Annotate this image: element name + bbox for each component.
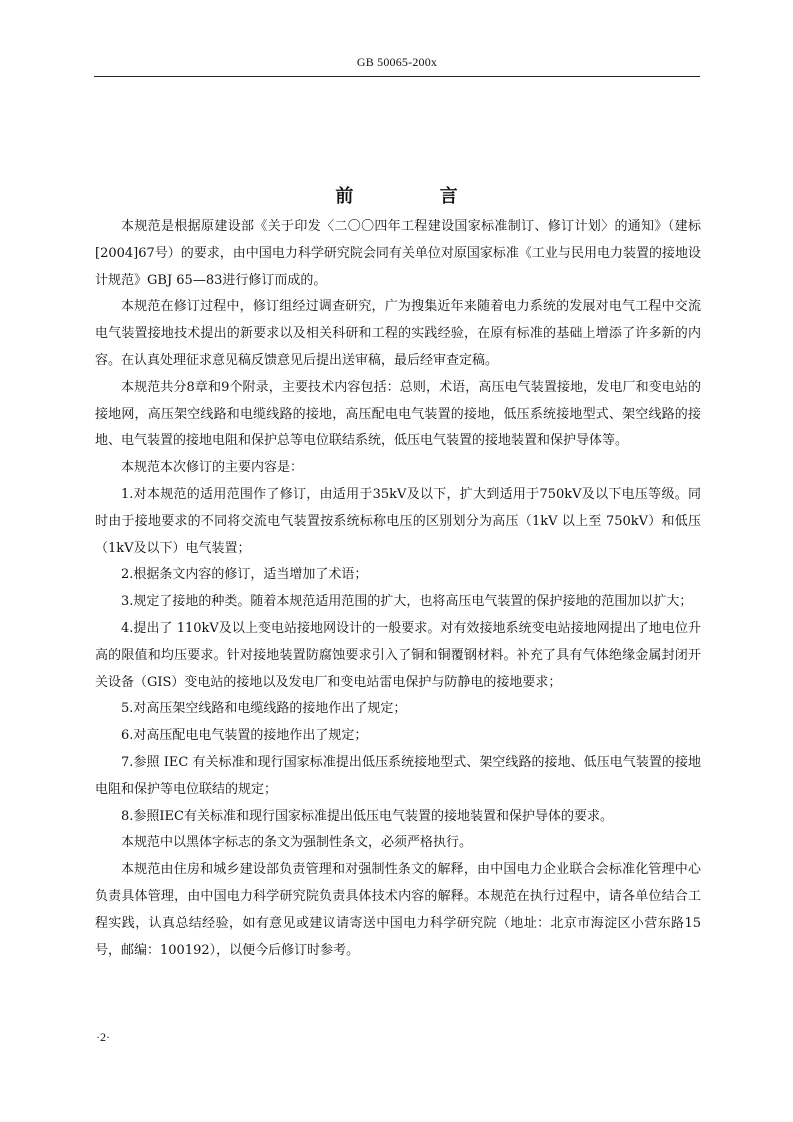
paragraph: 本规范共分8章和9个附录，主要技术内容包括：总则，术语，高压电气装置接地，发电厂和变电站的接地网，高压架空线路和电缆线路的接地，高压配电电气装置的接地，低压系统接地型式、架空线路的接地、电气装置的接地电阻和保护总等电位联结系统，低压电气装置的接地装置和保护导体等。: [95, 379, 701, 449]
page-title: 前 言: [335, 186, 498, 207]
list-item: 2.根据条文内容的修订，适当增加了术语；: [121, 567, 368, 583]
list-item: 4.提出了 110kV及以上变电站接地网设计的一般要求。对有效接地系统变电站接地网提出了地电位升高的限值和均压要求。针对接地装置防腐蚀要求引入了铜和铜覆钢材料。补充了具有气体绝缘金属封闭开关设备（GIS）变电站的接地以及发电厂和变电站雷电保护与防静电的接地要求；: [95, 620, 701, 690]
list-item: 6.对高压配电电气装置的接地作出了规定；: [121, 728, 368, 744]
paragraph: 本规范是根据原建设部《关于印发〈二〇〇四年工程建设国家标准制订、修订计划〉的通知》（建标[2004]67号）的要求，由中国电力科学研究院会同有关单位对原国家标准《工业与民用电力装置的接地设计规范》GBJ 65—83进行修订而成的。: [95, 219, 701, 288]
list-item: 7.参照 IEC 有关标准和现行国家标准提出低压系统接地型式、架空线路的接地、低压电气装置的接地电阻和保护等电位联结的规定；: [95, 754, 701, 797]
page-number: ·2·: [96, 1030, 110, 1044]
list-item: 5.对高压架空线路和电缆线路的接地作出了规定；: [121, 701, 407, 717]
paragraph: 本规范本次修订的主要内容是：: [121, 460, 304, 476]
running-header: GB 50065-200x: [356, 55, 438, 69]
paragraph: 本规范中以黑体字标志的条文为强制性条文，必须严格执行。: [121, 835, 473, 851]
header-divider: [94, 76, 700, 77]
paragraph: 本规范由住房和城乡建设部负责管理和对强制性条文的解释，由中国电力企业联合会标准化管理中心负责具体管理，由中国电力科学研究院负责具体技术内容的解释。本规范在执行过程中，请各单位结合工程实践，认真总结经验，如有意见或建议请寄送中国电力科学研究院（地址：北京市海淀区小营东路15号，邮编：100192），以便今后修订时参考。: [95, 862, 701, 958]
paragraph: 本规范在修订过程中，修订组经过调查研究，广为搜集近年来随着电力系统的发展对电气工程中交流电气装置接地技术提出的新要求以及相关科研和工程的实践经验，在原有标准的基础上增添了许多新的内容。在认真处理征求意见稿反馈意见后提出送审稿，最后经审查定稿。: [95, 299, 701, 368]
list-item: 3.规定了接地的种类。随着本规范适用范围的扩大，也将高压电气装置的保护接地的范围加以扩大；: [121, 594, 693, 610]
list-item: 1.对本规范的适用范围作了修订，由适用于35kV及以下，扩大到适用于750kV及以下电压等级。同时由于接地要求的不同将交流电气装置按系统标称电压的区别划分为高压（1kV 以上至 750kV）和低压（1kV及以下）电气装置；: [95, 486, 701, 556]
foreword-body: [95, 214, 701, 964]
list-item: 8.参照IEC有关标准和现行国家标准提出低压电气装置的接地装置和保护导体的要求。: [121, 808, 613, 824]
